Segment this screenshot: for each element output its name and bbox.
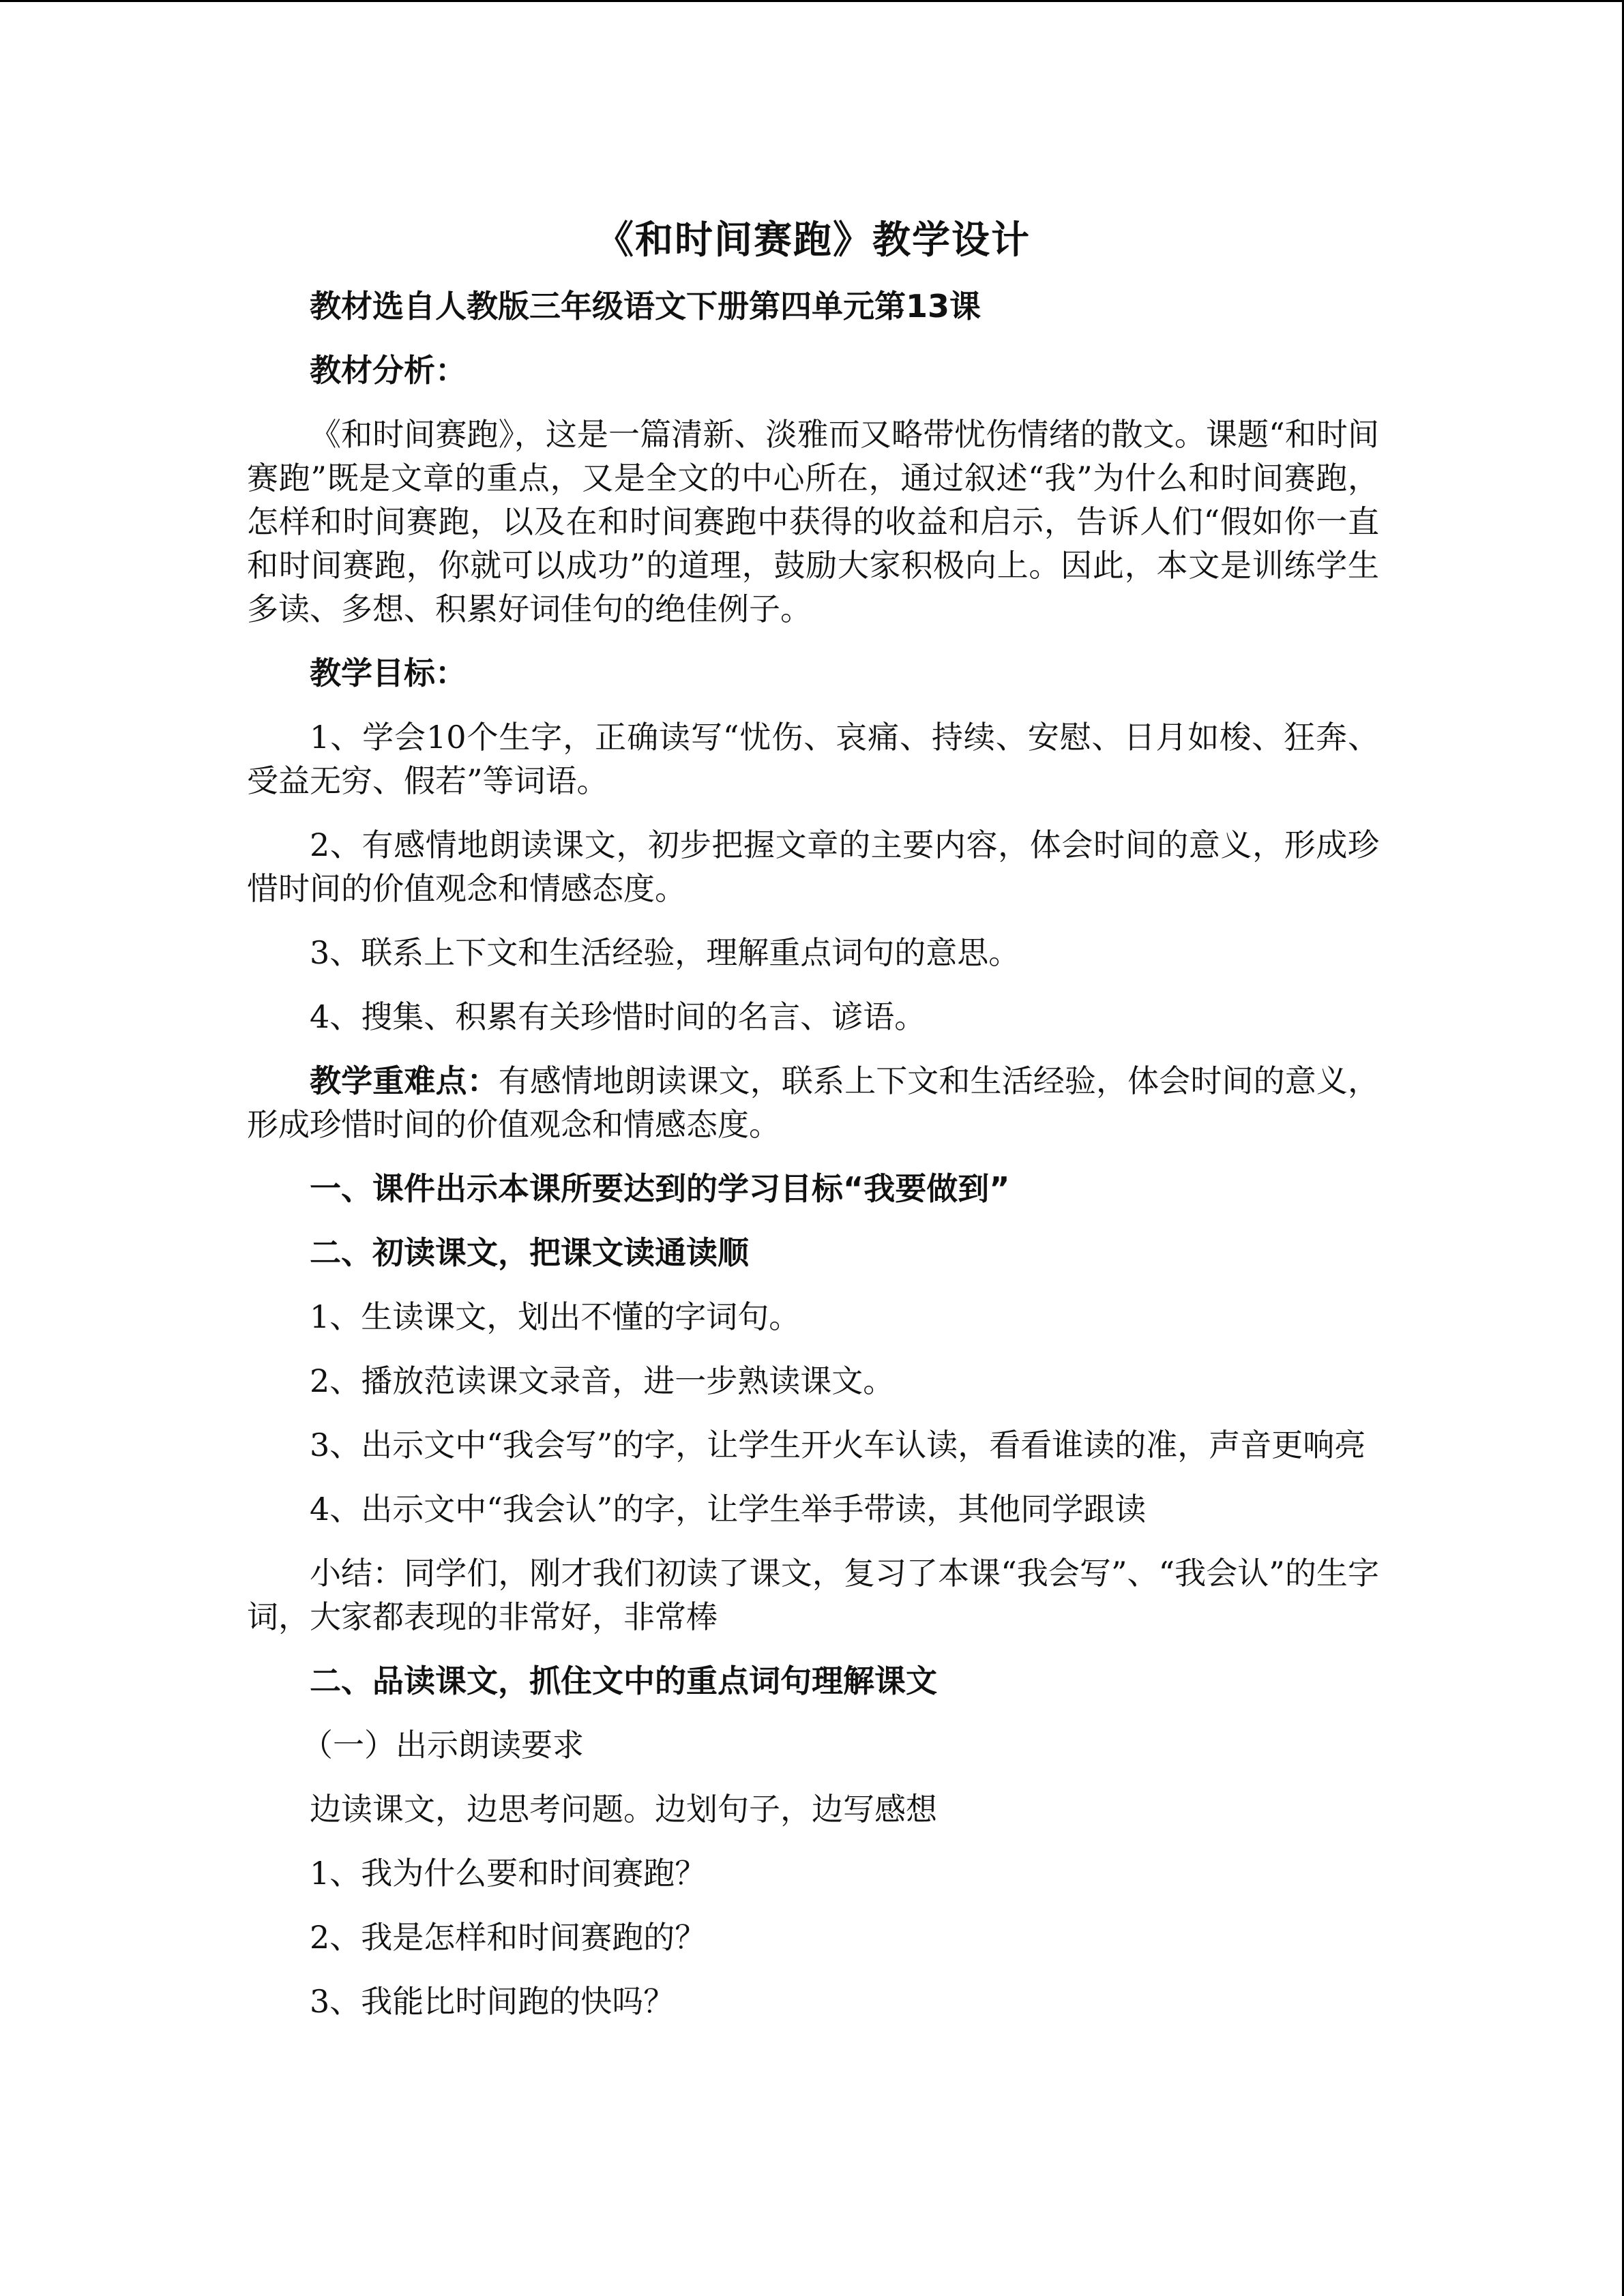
question-item: 3、我能比时间跑的快吗？ bbox=[310, 1983, 675, 2020]
section-heading: 一、课件出示本课所要达到的学习目标“我要做到” bbox=[310, 1170, 1010, 1207]
summary-paragraph: 小结：同学们，刚才我们初读了课文，复习了本课“我会写”、“我会认”的生字词，大家都表现的非常好，非常棒 bbox=[247, 1555, 1379, 1635]
goal-item: 4、搜集、积累有关珍惜时间的名言、谚语。 bbox=[310, 998, 926, 1035]
document-body bbox=[247, 213, 1379, 2044]
page-title: 《和时间赛跑》教学设计 bbox=[595, 218, 1031, 263]
goal-item: 1、学会10个生字，正确读写“忧伤、哀痛、持续、安慰、日月如梭、狂奔、受益无穷、假若”等词语。 bbox=[247, 719, 1379, 799]
step-item: 1、生读课文，划出不懂的字词句。 bbox=[310, 1298, 801, 1335]
question-item: 1、我为什么要和时间赛跑？ bbox=[310, 1855, 707, 1892]
step-item: 2、播放范读课文录音，进一步熟读课文。 bbox=[310, 1362, 895, 1399]
goal-item: 2、有感情地朗读课文，初步把握文章的主要内容，体会时间的意义，形成珍惜时间的价值观念和情感态度。 bbox=[247, 826, 1379, 907]
question-item: 2、我是怎样和时间赛跑的？ bbox=[310, 1919, 707, 1956]
textbook-source: 教材选自人教版三年级语文下册第四单元第13课 bbox=[310, 288, 981, 325]
goal-item: 3、联系上下文和生活经验，理解重点词句的意思。 bbox=[310, 934, 1020, 971]
key-points-paragraph bbox=[247, 1059, 1379, 1146]
goals-heading: 教学目标： bbox=[310, 655, 467, 691]
step-item: 4、出示文中“我会认”的字，让学生举手带读，其他同学跟读 bbox=[310, 1491, 1147, 1527]
analysis-paragraph: 《和时间赛跑》，这是一篇清新、淡雅而又略带忧伤情绪的散文。课题“和时间赛跑”既是文章的重点，又是全文的中心所在，通过叙述“我”为什么和时间赛跑，怎样和时间赛跑，以及在和时间赛跑中获得的收益和启示，告诉人们“假如你一直和时间赛跑，你就可以成功”的道理，鼓励大家积极向上。因此，本文是训练学生多读、多想、积累好词佳句的绝佳例子。 bbox=[247, 416, 1379, 627]
reading-requirement: 边读课文，边思考问题。边划句子，边写感想 bbox=[310, 1791, 937, 1828]
analysis-heading: 教材分析： bbox=[310, 352, 467, 389]
step-item: 3、出示文中“我会写”的字，让学生开火车认读，看看谁读的准，声音更响亮 bbox=[310, 1427, 1366, 1463]
subsection-heading: （一）出示朗读要求 bbox=[301, 1727, 584, 1763]
section-heading: 二、初读课文，把课文读通读顺 bbox=[310, 1234, 749, 1271]
section-heading: 二、品读课文，抓住文中的重点词句理解课文 bbox=[310, 1663, 937, 1699]
key-points-label: 教学重难点： bbox=[310, 1062, 499, 1099]
key-points-text: 有感情地朗读课文，联系上下文和生活经验，体会时间的意义，形成珍惜时间的价值观念和情感态度。 bbox=[247, 1062, 1380, 1143]
